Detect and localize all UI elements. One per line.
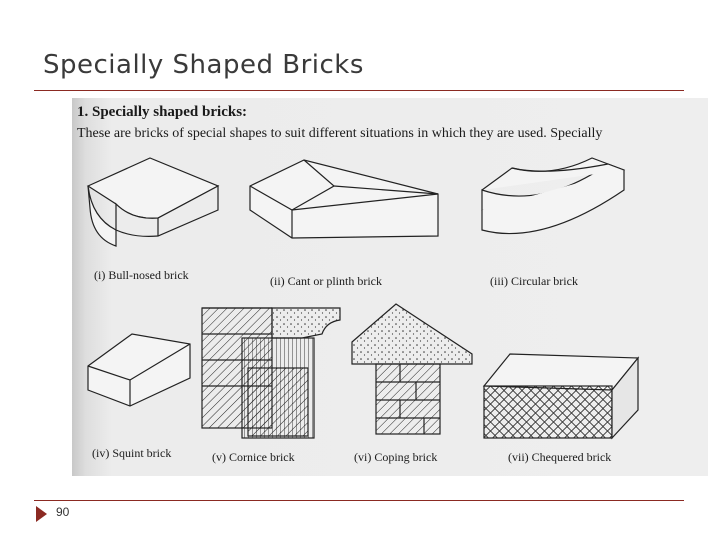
figure-body-text: These are bricks of special shapes to suit different situations in which they are used. Specially	[77, 126, 603, 141]
title-divider	[34, 90, 684, 91]
caption-circular: (iii) Circular brick	[490, 274, 578, 288]
arrow-marker-icon	[36, 506, 47, 522]
caption-coping: (vi) Coping brick	[354, 450, 438, 464]
caption-cant: (ii) Cant or plinth brick	[270, 274, 382, 288]
figure-heading: 1. Specially shaped bricks:	[77, 104, 248, 120]
squint-brick	[88, 334, 190, 406]
caption-chequered: (vii) Chequered brick	[508, 450, 612, 464]
bull-nosed-brick	[88, 158, 218, 246]
circular-brick	[482, 158, 624, 234]
coping-brick	[352, 304, 472, 434]
brick-drawings	[72, 98, 708, 476]
caption-squint: (iv) Squint brick	[92, 446, 172, 460]
page-number: 90	[56, 505, 70, 519]
cant-brick	[250, 160, 438, 238]
scanned-figure	[72, 98, 708, 476]
caption-bull-nosed: (i) Bull-nosed brick	[94, 268, 189, 282]
caption-cornice: (v) Cornice brick	[212, 450, 295, 464]
chequered-brick	[484, 354, 638, 438]
slide-title: Specially Shaped Bricks	[43, 50, 364, 80]
footer-divider	[34, 500, 684, 501]
cornice-brick	[202, 308, 340, 438]
